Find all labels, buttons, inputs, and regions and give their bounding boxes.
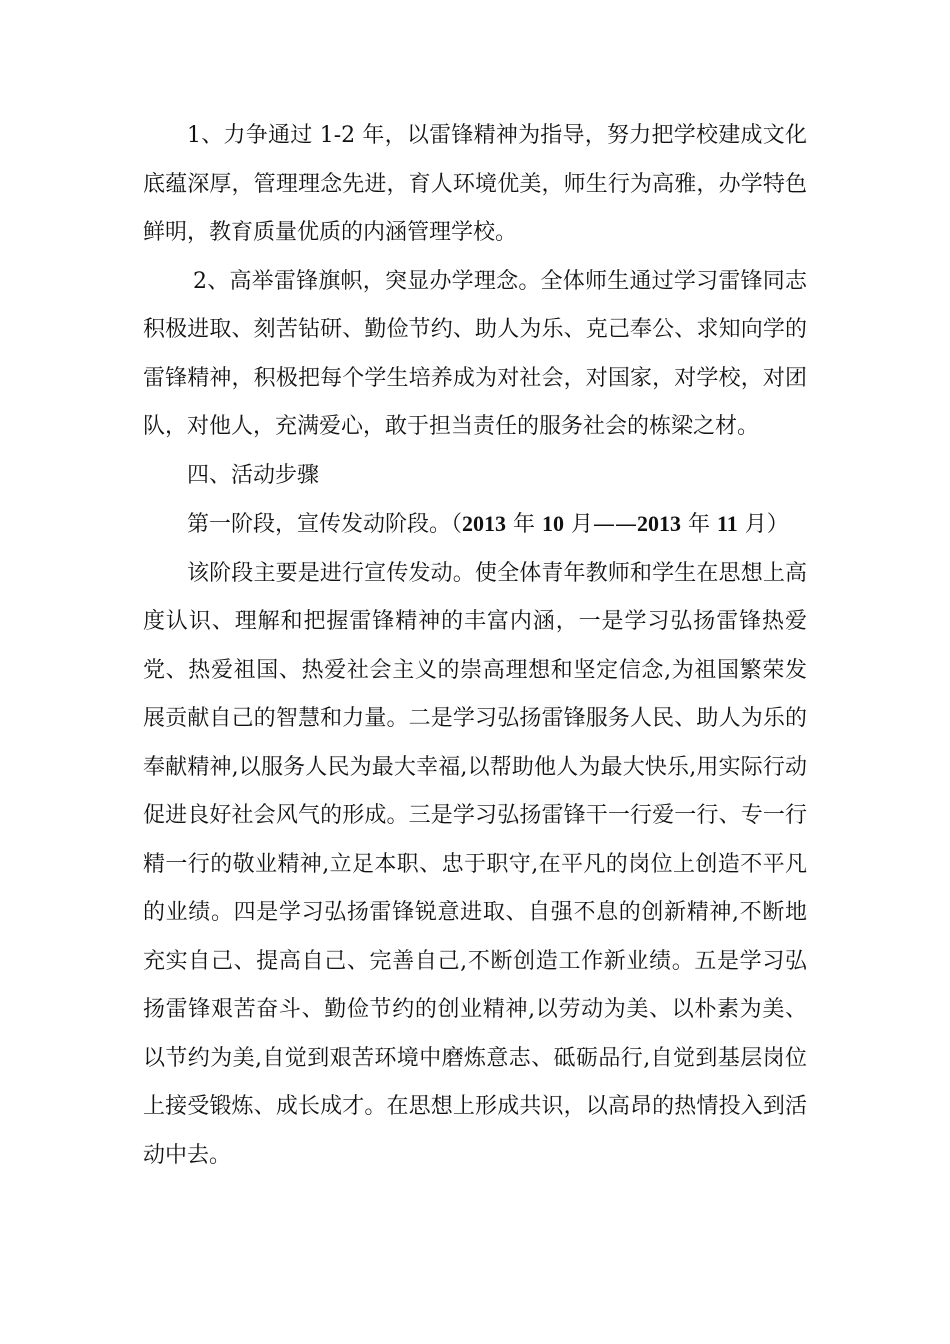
paragraph-goal-1: 1、力争通过 1-2 年，以雷锋精神为指导，努力把学校建成文化底蕴深厚，管理理念先进，育人环境优美，师生行为高雅，办学特色鲜明，教育质量优质的内涵管理学校。: [143, 123, 807, 245]
phase-one-start-month: 10: [542, 511, 565, 536]
phase-one-year-label-2: 年: [681, 512, 718, 537]
paragraph-goal-2: 2、高举雷锋旗帜，突显办学理念。全体师生通过学习雷锋同志积极进取、刻苦钻研、勤俭节约、助人为乐、克己奉公、求知向学的雷锋精神，积极把每个学生培养成为对社会，对国家，对学校，对团队，对他人，充满爱心，敢于担当责任的服务社会的栋梁之材。: [143, 268, 807, 439]
document-body: [143, 112, 807, 1180]
phase-one-start-year: 2013: [462, 511, 507, 536]
phase-one-year-label-1: 年: [506, 512, 543, 537]
paragraph-phase-one-body: 该阶段主要是进行宣传发动。使全体青年教师和学生在思想上高度认识、理解和把握雷锋精神的丰富内涵，一是学习弘扬雷锋热爱党、热爱祖国、热爱社会主义的崇高理想和坚定信念,为祖国繁荣发展贡献自己的智慧和力量。二是学习弘扬雷锋服务人民、助人为乐的奉献精神,以服务人民为最大幸福,以帮助他人为最大快乐,用实际行动促进良好社会风气的形成。三是学习弘扬雷锋干一行爱一行、专一行精一行的敬业精神,立足本职、忠于职守,在平凡的岗位上创造不平凡的业绩。四是学习弘扬雷锋锐意进取、自强不息的创新精神,不断地充实自己、提高自己、完善自己,不断创造工作新业绩。五是学习弘扬雷锋艰苦奋斗、勤俭节约的创业精神,以劳动为美、以朴素为美、以节约为美,自觉到艰苦环境中磨炼意志、砥砺品行,自觉到基层岗位上接受锻炼、成长成才。在思想上形成共识，以高昂的热情投入到活动中去。: [143, 560, 807, 1168]
phase-one-suffix: 月）: [737, 512, 789, 537]
phase-one-end-year: 2013: [637, 511, 682, 536]
phase-one-prefix: 第一阶段，宣传发动阶段。（: [187, 512, 463, 537]
phase-one-month-label-1: 月——: [564, 512, 638, 537]
section-heading-activity-steps: 四、活动步骤: [187, 462, 320, 488]
paragraph-phase-one-title: [143, 500, 807, 550]
phase-one-end-month: 11: [717, 511, 738, 536]
